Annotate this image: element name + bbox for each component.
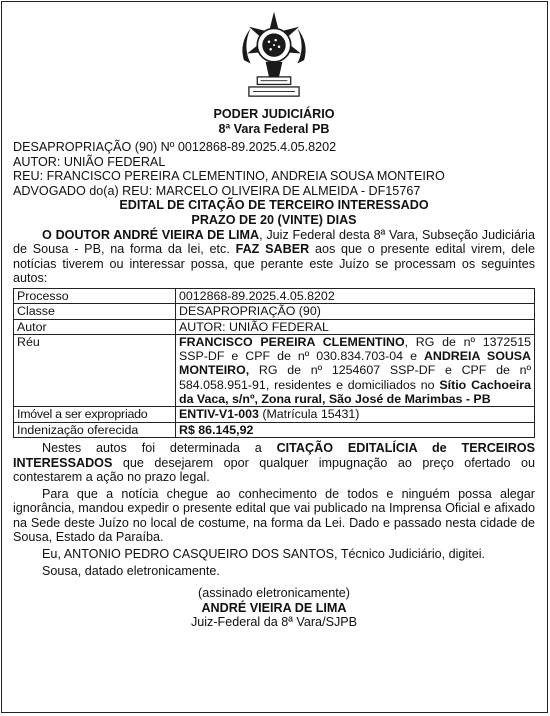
property-value	[176, 407, 535, 422]
row-label: Processo	[14, 288, 176, 303]
case-details-table	[13, 288, 535, 438]
property-code: ENTIV-V1-003	[179, 407, 259, 422]
edital-document	[1, 1, 548, 713]
class-value: DESAPROPRIAÇÃO (90)	[176, 304, 535, 319]
publication-paragraph: Para que a notícia chegue ao conhecimento de todos e ninguém possa alegar ignorância, mandou expedir o presente edital que vai publicado na Imprensa Oficial e afixado na Sede deste Juízo no local de costume, na forma da Lei. Dado e passado nesta cidade de Sousa, Estado da Paraíba.	[13, 486, 535, 545]
court-name: 8ª Vara Federal PB	[218, 122, 330, 136]
row-label: Imóvel a ser expropriado	[14, 407, 176, 422]
intro-text-a: , Juiz Federal desta 8ª Vara, Subseção Judiciária de Sousa - PB, na forma da lei, etc.	[13, 227, 535, 257]
row-label: Réu	[14, 334, 176, 406]
row-label: Indenização oferecida	[14, 422, 176, 437]
coat-of-arms-of-brazil-icon	[232, 10, 316, 102]
citation-text-c: que desejarem opor qualquer impugnação ao preço ofertado ou contestarem a ação no prazo legal.	[13, 455, 535, 485]
signature-block	[13, 586, 535, 630]
compensation-value: R$ 86.145,92	[176, 422, 535, 437]
defendant-2-docs: RG de nº 1254607 SSP-DF e CPF de nº 584.058.951-91, residentes e domiciliados no	[179, 363, 531, 392]
citation-highlight: CITAÇÃO EDITALÍCIA de TERCEIROS INTERESSADOS	[13, 440, 535, 470]
table-row	[14, 334, 535, 406]
date-paragraph: Sousa, datado eletronicamente.	[42, 563, 220, 578]
case-defendants: REU: FRANCISCO PEREIRA CLEMENTINO, ANDREIA SOUSA MONTEIRO	[13, 169, 445, 184]
document-header	[13, 107, 535, 137]
table-row	[14, 304, 535, 319]
defendant-1-docs: , RG de nº 1372515 SSP-DF e CPF de nº 030.834.703-04 e	[179, 334, 531, 364]
defendant-value	[176, 334, 535, 406]
table-row	[14, 407, 535, 422]
faz-saber: FAZ SABER	[235, 242, 310, 257]
judge-name: O DOUTOR ANDRÉ VIEIRA DE LIMA	[42, 227, 260, 242]
plaintiff-value: AUTOR: UNIÃO FEDERAL	[176, 319, 535, 334]
case-info	[13, 140, 535, 198]
table-row	[14, 422, 535, 437]
defendant-2-name: ANDREIA SOUSA MONTEIRO,	[179, 349, 531, 378]
edital-title	[13, 198, 535, 227]
table-row	[14, 319, 535, 334]
defendant-1-name: FRANCISCO PEREIRA CLEMENTINO	[179, 334, 405, 349]
signer-role: Juiz-Federal da 8ª Vara/SJPB	[190, 615, 358, 630]
row-label: Classe	[14, 304, 176, 319]
signer-name: ANDRÉ VIEIRA DE LIMA	[201, 600, 347, 615]
citation-text-a: Nestes autos foi determinada a	[42, 440, 277, 455]
case-number: DESAPROPRIAÇÃO (90) Nº 0012868-89.2025.4.05.8202	[13, 140, 337, 154]
edital-title-line: EDITAL DE CITAÇÃO DE TERCEIRO INTERESSADO	[119, 198, 429, 213]
table-row	[14, 288, 535, 303]
signature-note: (assinado eletronicamente)	[198, 586, 350, 601]
typist-paragraph: Eu, ANTONIO PEDRO CASQUEIRO DOS SANTOS, Técnico Judiciário, digitei.	[42, 547, 486, 562]
case-plaintiff: AUTOR: UNIÃO FEDERAL	[13, 154, 166, 169]
citation-paragraph	[13, 441, 535, 485]
edital-deadline: PRAZO DE 20 (VINTE) DIAS	[191, 212, 357, 227]
case-attorney: ADVOGADO do(a) REU: MARCELO OLIVEIRA DE ALMEIDA - DF15767	[13, 183, 421, 198]
institution-name: PODER JUDICIÁRIO	[213, 107, 335, 121]
intro-text-b: aos que o presente edital virem, dele notícias tiverem ou interessar possa, que perante este Juízo se processam os seguintes autos:	[13, 242, 535, 286]
row-label: Autor	[14, 319, 176, 334]
process-number-value: 0012868-89.2025.4.05.8202	[176, 288, 535, 303]
defendant-address: Sítio Cachoeira da Vaca, s/nº, Zona rural, São José de Marimbas - PB	[179, 377, 531, 407]
intro-paragraph	[13, 228, 535, 286]
property-registration: (Matrícula 15431)	[258, 407, 360, 422]
